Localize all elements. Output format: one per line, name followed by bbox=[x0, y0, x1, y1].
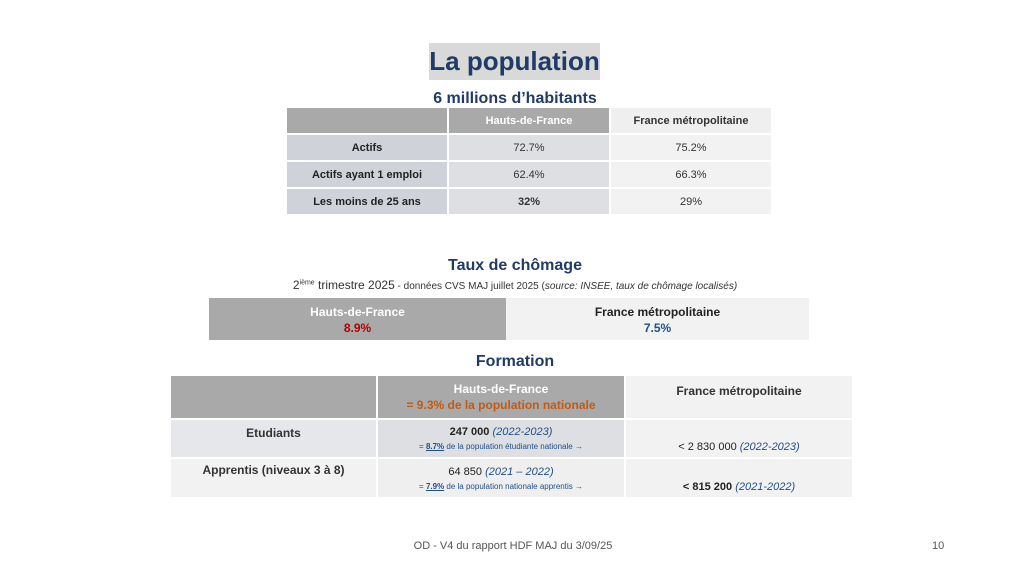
chomage-hdf-label: Hauts-de-France bbox=[310, 305, 405, 319]
table-row bbox=[171, 459, 852, 497]
hdf-share-prefix: = bbox=[419, 481, 426, 491]
chomage-title: Taux de chômage bbox=[448, 257, 582, 274]
value-france: 66.3% bbox=[611, 162, 771, 187]
page-subtitle: 6 millions d’habitants bbox=[433, 90, 597, 107]
header-hauts-de-france: Hauts-de-France bbox=[449, 108, 609, 133]
value-france: 75.2% bbox=[611, 135, 771, 160]
page-number: 10 bbox=[932, 540, 945, 552]
chomage-france-label: France métropolitaine bbox=[594, 305, 721, 319]
header-hauts-de-france bbox=[378, 376, 624, 418]
note-source: source: INSEE, taux de chômage localisés) bbox=[544, 281, 738, 292]
chomage-france-value: 7.5% bbox=[643, 321, 672, 335]
header-france-metropolitaine: France métropolitaine bbox=[626, 376, 852, 418]
chomage-note bbox=[200, 278, 830, 292]
table-row bbox=[287, 189, 771, 214]
row-label: Etudiants bbox=[171, 420, 376, 457]
note-quarter-num: 2 bbox=[292, 278, 300, 292]
value-hdf bbox=[378, 420, 624, 457]
header-france-metropolitaine: France métropolitaine bbox=[611, 108, 771, 133]
hdf-share-prefix: = bbox=[419, 442, 426, 451]
row-label: Actifs ayant 1 emploi bbox=[287, 162, 447, 187]
france-period: (2021-2022) bbox=[735, 481, 796, 493]
note-quarter-sup: ième bbox=[299, 279, 315, 287]
france-value: < 2 830 000 bbox=[678, 441, 737, 453]
hdf-value: 247 000 bbox=[449, 426, 490, 438]
chomage-hdf-value: 8.9% bbox=[343, 321, 372, 335]
value-hdf: 72.7% bbox=[449, 135, 609, 160]
table-row bbox=[171, 420, 852, 457]
population-table bbox=[285, 106, 773, 216]
hdf-period: (2021 – 2022) bbox=[485, 465, 554, 478]
footer-text: OD - V4 du rapport HDF MAJ du 3/09/25 bbox=[413, 540, 613, 552]
hdf-share-note: de la population étudiante nationale → bbox=[444, 442, 583, 451]
page-title: La population bbox=[429, 43, 600, 80]
hdf-share-pct: 8.7% bbox=[425, 442, 445, 451]
chomage-france-box bbox=[506, 298, 809, 340]
value-hdf: 62.4% bbox=[449, 162, 609, 187]
value-france: 29% bbox=[611, 189, 771, 214]
hdf-head-share: = 9.3% de la population nationale bbox=[406, 398, 596, 412]
hdf-share-pct: 7.9% bbox=[425, 481, 445, 491]
value-france bbox=[626, 420, 852, 457]
note-quarter: trimestre 2025 bbox=[314, 278, 395, 292]
header-empty-cell bbox=[287, 108, 447, 133]
value-france bbox=[626, 459, 852, 497]
formation-table bbox=[169, 374, 854, 499]
table-row bbox=[287, 135, 771, 160]
header-empty-cell bbox=[171, 376, 376, 418]
row-label: Actifs bbox=[287, 135, 447, 160]
france-value: < 815 200 bbox=[682, 481, 733, 493]
row-label: Apprentis (niveaux 3 à 8) bbox=[171, 459, 376, 497]
row-label: Les moins de 25 ans bbox=[287, 189, 447, 214]
hdf-period: (2022-2023) bbox=[492, 426, 553, 438]
hdf-head-label: Hauts-de-France bbox=[453, 382, 549, 396]
hdf-value: 64 850 bbox=[448, 465, 483, 478]
table-row bbox=[287, 162, 771, 187]
value-hdf bbox=[378, 459, 624, 497]
chomage-hdf-box bbox=[209, 298, 506, 340]
note-details: - données CVS MAJ juillet 2025 ( bbox=[394, 281, 545, 292]
formation-title: Formation bbox=[475, 353, 555, 370]
value-hdf: 32% bbox=[449, 189, 609, 214]
hdf-share-note: de la population nationale apprentis → bbox=[444, 481, 583, 491]
france-period: (2022-2023) bbox=[739, 441, 800, 453]
